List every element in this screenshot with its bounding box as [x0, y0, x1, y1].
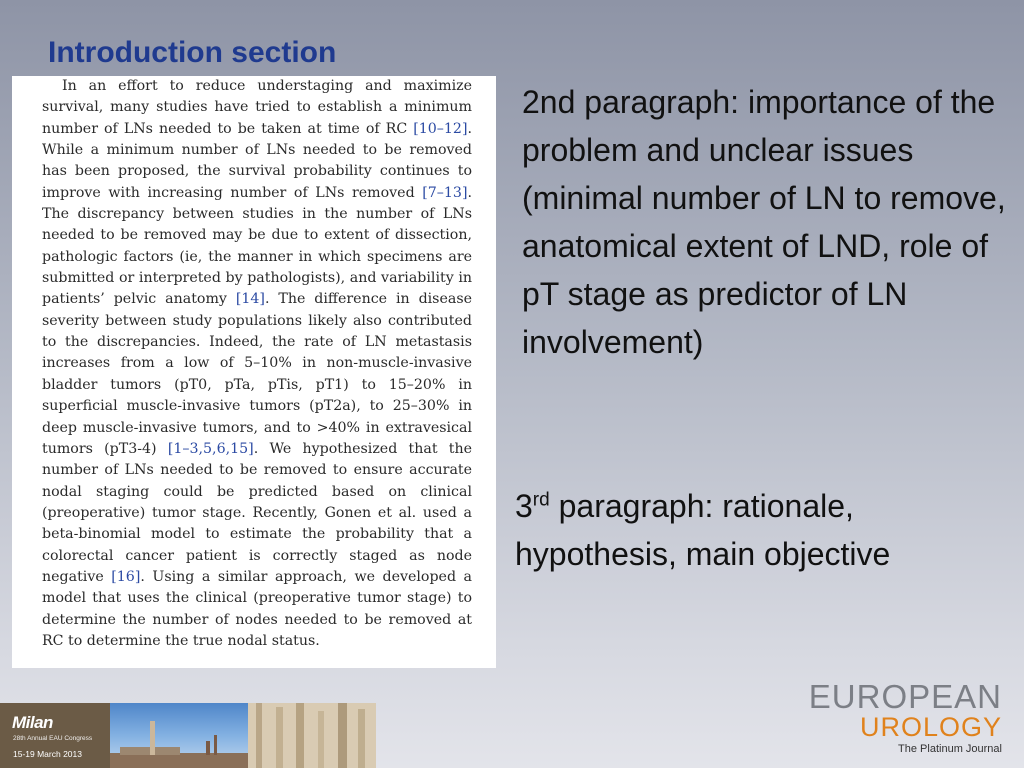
article-text-segment: . While a minimum number of LNs needed to be removed has been proposed, the survival probability continues to improve with increasing number of LNs removed — [42, 120, 472, 201]
congress-badge — [0, 703, 110, 768]
citation-reference: [1–3,5,6,15] — [167, 440, 254, 457]
citation-reference: [16] — [111, 568, 141, 585]
footer-banner — [0, 703, 376, 768]
third-ordinal-suffix: rd — [532, 489, 550, 511]
citation-reference: [10–12] — [413, 120, 468, 137]
brand-line-urology: UROLOGY — [859, 712, 1002, 742]
european-urology-logo — [792, 680, 1002, 755]
article-text-segment: . The discrepancy between studies in the number of LNs needed to be removed may be due to extent of dissection, pathologic factors (ie, the manner in which specimens are submitted or interpreted by pathologists), and variability in patients’ pelvic anatomy — [42, 184, 472, 308]
citation-reference: [14] — [235, 291, 265, 308]
milan-cathedral-photo — [110, 703, 376, 768]
citation-reference: [7–13] — [422, 184, 468, 201]
third-ordinal-number: 3 — [515, 488, 533, 524]
article-text-segment: . The difference in disease severity between study populations likely also contributed to the discrepancies. Indeed, the rate of LN metastasis increases from a low of 5–10% in non-muscle-invasive bladder tumors (pT0, pTa, pTis, pT1) to 15–20% in superficial muscle-invasive tumors (pT2a), to 25–30% in deep muscle-invasive tumors, and to >40% in extravesical tumors (pT3-4) — [42, 291, 472, 457]
milan-logo: Milan — [12, 713, 53, 732]
congress-dates: 15-19 March 2013 — [13, 749, 82, 759]
article-excerpt-panel — [12, 76, 496, 668]
brand-tagline: The Platinum Journal — [898, 743, 1002, 755]
slide-title: Introduction section — [48, 36, 337, 69]
second-paragraph-point: 2nd paragraph: importance of the problem and unclear issues (minimal number of LN to remove, anatomical extent of LND, role of pT stage as predictor of LN involvement) — [522, 84, 1006, 360]
brand-line-european: EUROPEAN — [808, 678, 1002, 715]
third-paragraph-point — [515, 482, 1015, 578]
third-paragraph-text: paragraph: rationale, hypothesis, main objective — [515, 488, 891, 572]
article-paragraph — [42, 76, 472, 652]
article-text-segment: . We hypothesized that the number of LNs needed to be removed to ensure accurate nodal staging could be predicted based on clinical (preoperative) tumor stage. Recently, Gonen et al. used a beta-binomial model to estimate the probability that a colorectal cancer patient is correctly staged as node negative — [42, 440, 472, 585]
cathedral-skyline-icon — [110, 703, 376, 768]
congress-name: 28th Annual EAU Congress — [13, 735, 93, 742]
article-text-segment: . Using a similar approach, we developed a model that uses the clinical (preoperative tumor stage) to determine the number of nodes needed to be removed at RC to determine the true nodal status. — [42, 568, 472, 649]
article-text-segment: In an effort to reduce understaging and maximize survival, many studies have tried to establish a minimum number of LNs needed to be taken at time of RC — [42, 78, 472, 137]
